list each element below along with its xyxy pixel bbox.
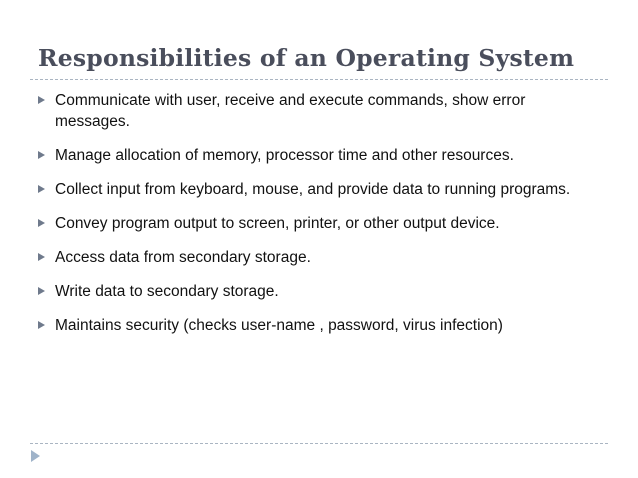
triangle-right-icon xyxy=(38,151,45,159)
triangle-right-icon xyxy=(38,185,45,193)
bullet-list xyxy=(36,90,596,349)
bullet-item xyxy=(36,315,596,336)
triangle-right-icon xyxy=(38,96,45,104)
bullet-item xyxy=(36,90,596,132)
bullet-text: Access data from secondary storage. xyxy=(55,249,311,266)
bullet-text: Manage allocation of memory, processor time and other resources. xyxy=(55,147,514,164)
bullet-item xyxy=(36,179,596,200)
bullet-text: Maintains security (checks user-name , password, virus infection) xyxy=(55,317,503,334)
bullet-text: Convey program output to screen, printer, or other output device. xyxy=(55,215,500,232)
triangle-right-icon xyxy=(38,253,45,261)
footer-divider xyxy=(30,443,608,444)
triangle-right-icon xyxy=(38,287,45,295)
bullet-text: Write data to secondary storage. xyxy=(55,283,279,300)
title-divider xyxy=(30,79,608,80)
play-arrow-icon[interactable] xyxy=(31,450,40,462)
bullet-item xyxy=(36,281,596,302)
bullet-item xyxy=(36,247,596,268)
triangle-right-icon xyxy=(38,219,45,227)
bullet-item xyxy=(36,145,596,166)
bullet-text: Communicate with user, receive and execute commands, show error messages. xyxy=(55,92,526,130)
slide-title: Responsibilities of an Operating System xyxy=(38,44,575,72)
triangle-right-icon xyxy=(38,321,45,329)
bullet-item xyxy=(36,213,596,234)
bullet-text: Collect input from keyboard, mouse, and provide data to running programs. xyxy=(55,181,571,198)
